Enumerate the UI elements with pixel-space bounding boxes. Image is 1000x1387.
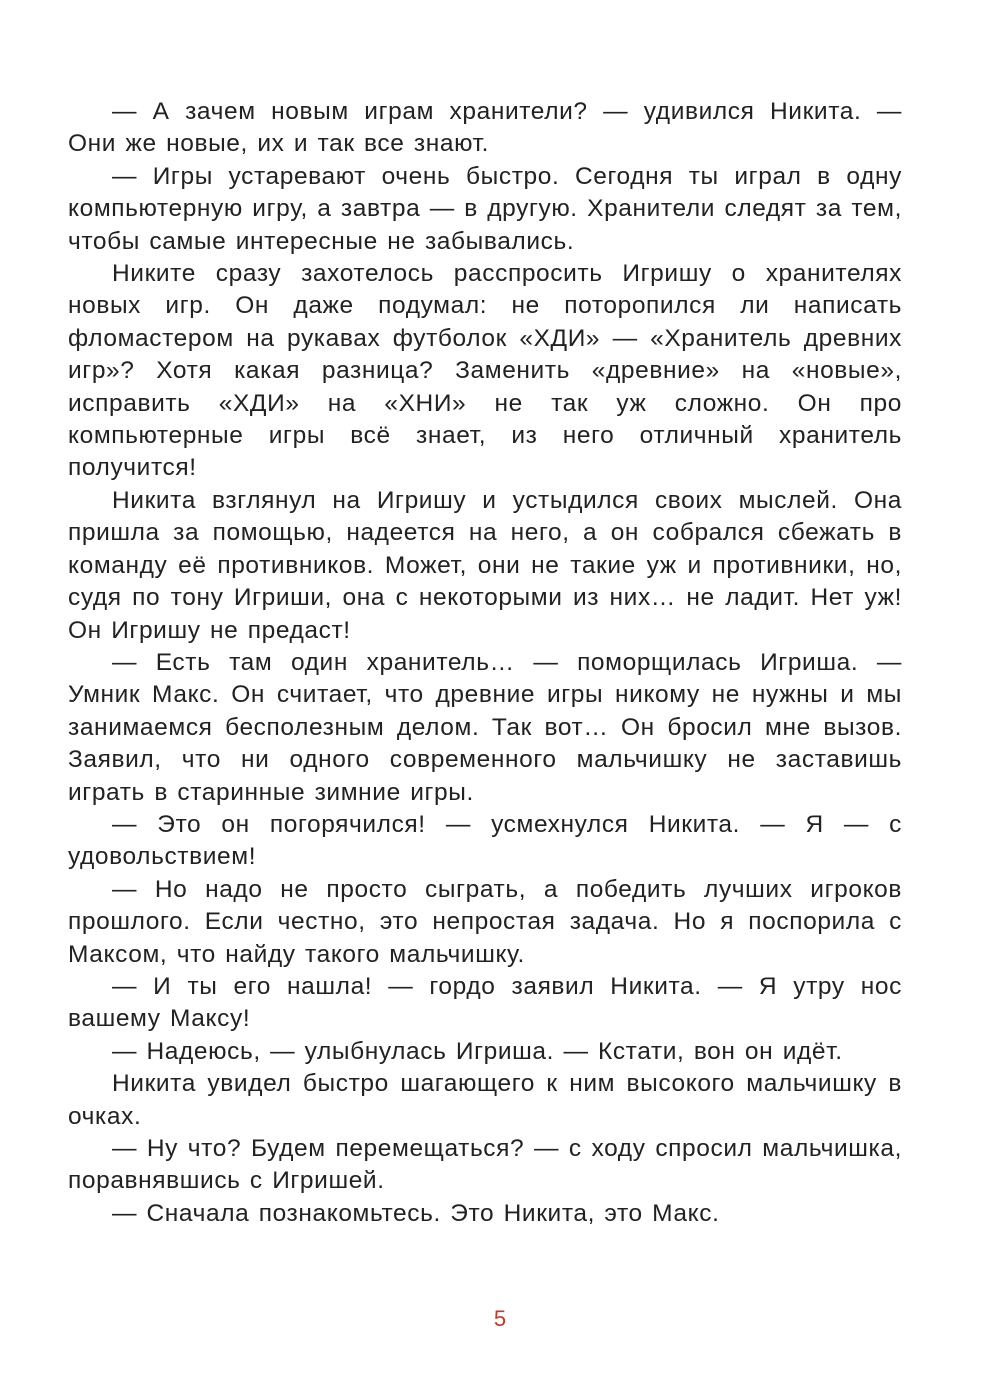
paragraph-10: Никита увидел быстро шагающего к ним высокого мальчишку в очках.	[68, 1070, 902, 1130]
page-number: 5	[493, 1306, 507, 1331]
paragraph-6: — Это он погорячился! — усмехнулся Никита. — Я — с удовольствием!	[68, 810, 902, 871]
paragraph-7: — Но надо не просто сыграть, а победить лучших игроков прошлого. Если честно, это непростая задача. Но я поспорила с Максом, что найду такого мальчишку.	[68, 875, 902, 968]
paragraph-5: — Есть там один хранитель… — поморщилась Игриша. — Умник Макс. Он считает, что древние игры никому не нужны и мы занимаемся бесполезным делом. Так вот… Он бросил мне вызов. Заявил, что ни одного современного мальчишку не заставишь играть в старинные зимние игры.	[68, 648, 902, 806]
paragraph-2: — Игры устаревают очень быстро. Сегодня ты играл в одну компьютерную игру, а завтра — в другую. Хранители следят за тем, чтобы самые интересные не забывались.	[68, 162, 902, 255]
paragraph-1: — А зачем новым играм хранители? — удивился Никита. — Они же новые, их и так все знают.	[68, 98, 902, 158]
paragraph-11: — Ну что? Будем перемещаться? — с ходу спросил мальчишка, поравнявшись с Игришей.	[68, 1135, 902, 1195]
paragraph-9: — Надеюсь, — улыбнулась Игриша. — Кстати, вон он идёт.	[112, 1037, 843, 1065]
page-body	[68, 96, 902, 1230]
paragraph-12: — Сначала познакомьтесь. Это Никита, это Макс.	[112, 1199, 720, 1227]
paragraph-3: Никите сразу захотелось расспросить Игришу о хранителях новых игр. Он даже подумал: не поторопился ли написать фломастером на рукавах футболок «ХДИ» — «Хранитель древних игр»? Хотя какая разница? Заменить «древние» на «новые», исправить «ХДИ» на «ХНИ» не так уж сложно. Он про компьютерные игры всё знает, из него отличный хранитель получится!	[68, 260, 902, 482]
paragraph-4: Никита взглянул на Игришу и устыдился своих мыслей. Она пришла за помощью, надеется на него, а он собрался сбежать в команду её противников. Может, они не такие уж и противники, но, судя по тону Игриши, она с некоторыми из них… не ладит. Нет уж! Он Игришу не предаст!	[68, 486, 902, 644]
paragraph-8: — И ты его нашла! — гордо заявил Никита. — Я утру нос вашему Максу!	[68, 972, 902, 1033]
